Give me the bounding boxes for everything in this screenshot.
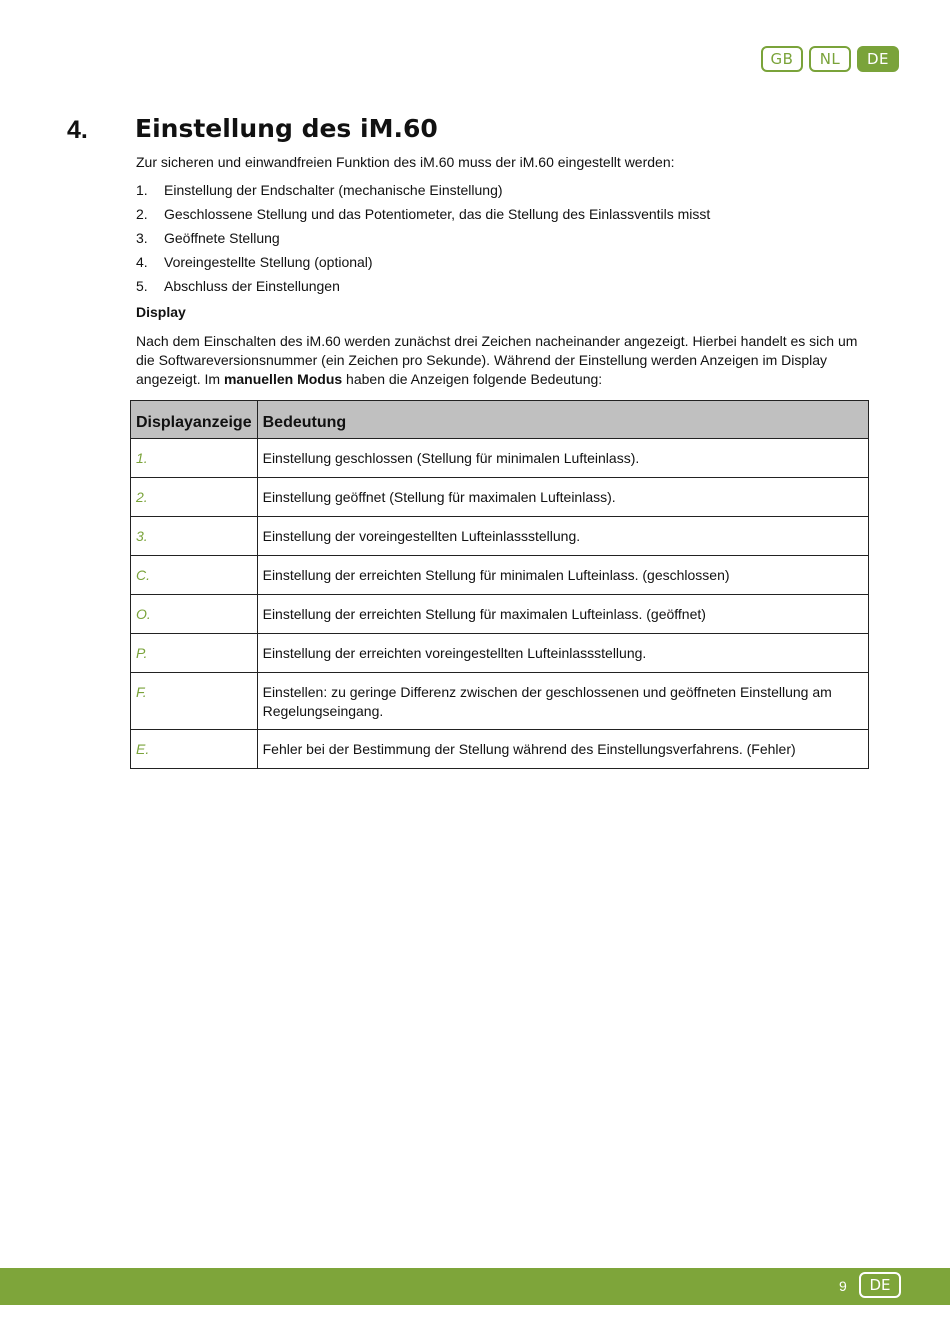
display-code: F. [131, 673, 258, 730]
table-header-row [131, 401, 869, 439]
display-description [136, 332, 868, 389]
code-meaning: Einstellung geöffnet (Stellung für maximalen Lufteinlass). [257, 478, 868, 517]
step-number: 1. [136, 182, 148, 198]
footer-bar [0, 1268, 950, 1305]
display-code: C. [131, 556, 258, 595]
table-row [131, 634, 869, 673]
display-code: E. [131, 730, 258, 769]
list-item [136, 277, 868, 301]
table-row [131, 730, 869, 769]
description-part1: Nach dem Einschalten des iM.60 werden zunächst drei Zeichen nacheinander angezeigt. Hierbei handelt es sich um die Softwareversionsnummer (ein Zeichen pro Sekunde). Während der Einstellung werden Anzeigen im Display angezeigt. Im [136, 333, 858, 387]
list-item [136, 253, 868, 277]
description-part2: haben die Anzeigen folgende Bedeutung: [342, 371, 603, 387]
code-meaning: Einstellung der erreichten voreingestellten Lufteinlassstellung. [257, 634, 868, 673]
steps-list [136, 181, 868, 301]
table-row [131, 439, 869, 478]
table-row [131, 478, 869, 517]
display-code: O. [131, 595, 258, 634]
code-meaning: Einstellung der erreichten Stellung für minimalen Lufteinlass. (geschlossen) [257, 556, 868, 595]
section-number: 4. [67, 116, 88, 144]
step-number: 2. [136, 206, 148, 222]
language-tabs [761, 46, 899, 72]
display-code: P. [131, 634, 258, 673]
list-item [136, 181, 868, 205]
header-meaning: Bedeutung [257, 401, 868, 439]
display-code: 3. [131, 517, 258, 556]
lang-tab-nl[interactable]: NL [809, 46, 851, 72]
header-display-code: Displayanzeige [131, 401, 258, 439]
lang-tab-gb[interactable]: GB [761, 46, 803, 72]
table-row [131, 595, 869, 634]
display-code: 2. [131, 478, 258, 517]
table-row [131, 673, 869, 730]
code-meaning: Einstellung geschlossen (Stellung für minimalen Lufteinlass). [257, 439, 868, 478]
step-number: 5. [136, 278, 148, 294]
list-item [136, 205, 868, 229]
code-meaning: Fehler bei der Bestimmung der Stellung während des Einstellungsverfahrens. (Fehler) [257, 730, 868, 769]
table-row [131, 517, 869, 556]
table-row [131, 556, 869, 595]
step-text: Geschlossene Stellung und das Potentiometer, das die Stellung des Einlassventils misst [164, 206, 711, 222]
display-code: 1. [131, 439, 258, 478]
intro-text: Zur sicheren und einwandfreien Funktion des iM.60 muss der iM.60 eingestellt werden: [136, 154, 675, 170]
step-text: Geöffnete Stellung [164, 230, 280, 246]
page-number: 9 [839, 1278, 847, 1294]
display-heading: Display [136, 304, 186, 320]
list-item [136, 229, 868, 253]
step-text: Voreingestellte Stellung (optional) [164, 254, 373, 270]
step-text: Einstellung der Endschalter (mechanische Einstellung) [164, 182, 503, 198]
code-meaning: Einstellen: zu geringe Differenz zwischen der geschlossenen und geöffneten Einstellung am Regelungseingang. [257, 673, 868, 730]
step-number: 3. [136, 230, 148, 246]
lang-tab-de[interactable]: DE [857, 46, 899, 72]
code-meaning: Einstellung der erreichten Stellung für maximalen Lufteinlass. (geöffnet) [257, 595, 868, 634]
display-codes-table [130, 400, 869, 769]
section-title: Einstellung des iM.60 [135, 114, 438, 143]
description-bold: manuellen Modus [223, 371, 343, 387]
code-meaning: Einstellung der voreingestellten Lufteinlassstellung. [257, 517, 868, 556]
footer-lang-badge: DE [859, 1272, 901, 1298]
step-number: 4. [136, 254, 148, 270]
section-content [136, 153, 868, 389]
step-text: Abschluss der Einstellungen [164, 278, 340, 294]
